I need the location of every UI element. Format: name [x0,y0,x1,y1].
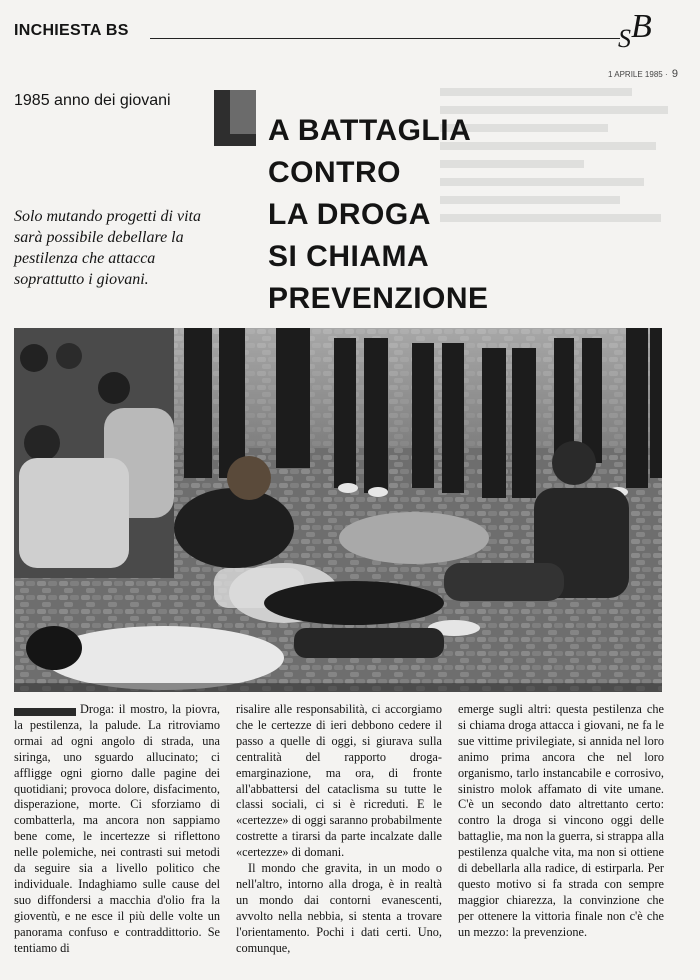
dropcap-l [214,90,256,146]
article-photo [14,328,662,692]
paragraph: Droga: il mostro, la piovra, la pestilenza, la palude. La ritroviamo ormai ad ogni angolo di strada, una siringa, uno sguardo allucinato; ci affligge ogni giorno dalle pagine dei quotidiani; provoca dolore, disfacimento, disperazione, morte. Ci sforziamo di combatterla, ma ancora non sappiamo bene come, le incertezze si riflettono nelle polemiche, nei contrasti sui metodi da seguire sia a livello politico che individuale. Indaghiamo sulle cause del suo diffondersi a macchia d'olio fra la gioventù, e ne esce il più delle volte un panorama confuso e contraddittorio. Se tentiamo di [14,702,220,955]
text-column-3 [458,702,664,941]
page-number: 9 [671,68,678,80]
paragraph: emerge sugli altri: questa pestilenza che si chiama droga attacca i giovani, ne fa le sue vittime privilegiate, si annida nel loro animo prima ancora che nel loro organismo, tarlo instancabile e corrosivo, sinistro molok affamato di vite umane. C'è un secondo dato altrettanto certo: contro la droga si vincono oggi delle battaglie, ma non la guerra, si strappa alla pestilenza qualche vita, ma non si ottiene di debellarla alla radice, di estirparla. Per questo motivo si fa strada con sempre maggior chiarezza, la convinzione che per ottenere la vittoria finale non c'è che un mezzo: la prevenzione. [458,702,664,939]
text-column-2 [236,702,442,957]
header-rule [150,38,620,39]
kicker: 1985 anno dei giovani [14,92,171,109]
text-column-1 [14,702,220,957]
headline-line: PREVENZIONE [268,282,489,315]
headline-line: SI CHIAMA [268,240,430,273]
date-line: 1 APRILE 1985 · 9 [608,68,678,80]
issue-date: 1 APRILE 1985 [608,70,663,79]
headline-line: LA DROGA [268,198,431,231]
paragraph: Il mondo che gravita, in un modo o nell'altro, intorno alla droga, è in realtà un mondo dai contorni evanescenti, avvolto nella nebbia, si stenta a trovare l'orientamento. Pochi i dati certi. Uno, comunque, [236,861,442,955]
headline-line: CONTRO [268,156,401,189]
magazine-logo: $_S$B [618,8,652,53]
dek: Solo mutando progetti di vita sarà possibile debellare la pestilenza che attacca soprattutto i giovani. [14,208,201,288]
paragraph: risalire alle responsabilità, ci accorgiamo che le certezze di ieri debbono cedere il passo a quelle di oggi, si giurava sulla centralità del rapporto droga-emarginazione, ma ora, di fronte all'abbattersi del cataclisma su tutte le classi sociali, ci si è ricreduti. E le «certezze» di oggi saranno probabilmente costrette a tirarsi da parte incalzate dalle «certezze» di domani. [236,702,442,860]
headline-line: A BATTAGLIA [268,114,472,147]
section-label: INCHIESTA BS [14,22,129,39]
